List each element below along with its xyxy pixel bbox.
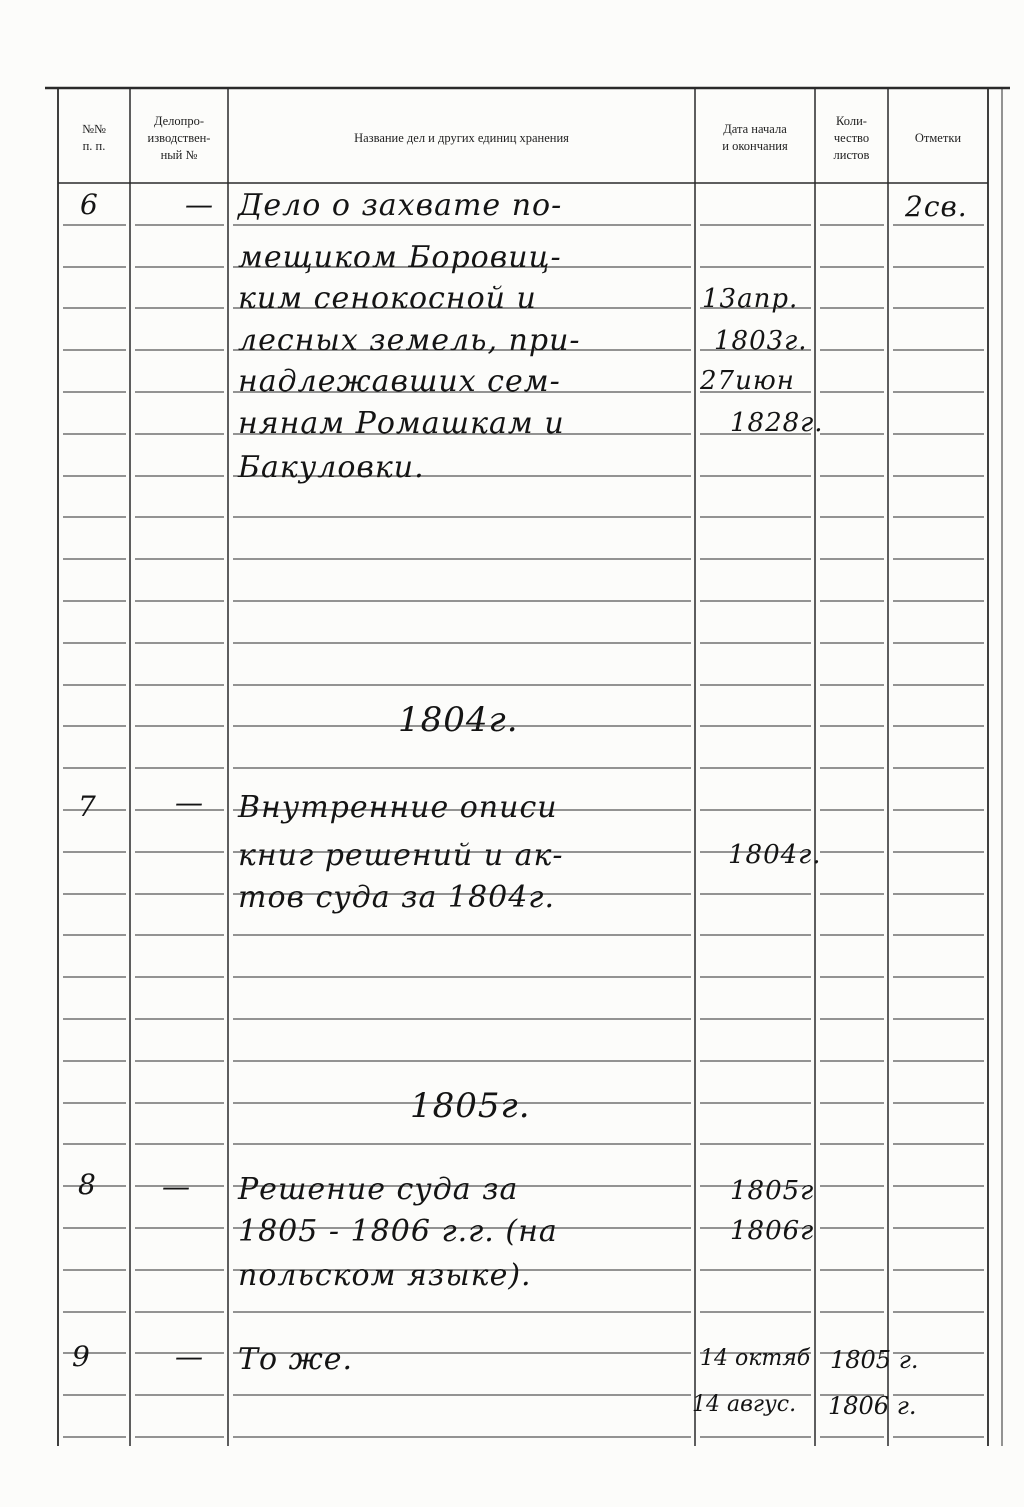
entry-8-number: 8 — [78, 1168, 97, 1201]
entry-7-date-line-1: 1804г. — [728, 840, 822, 870]
entry-7-title-line-2: книг решений и ак- — [238, 838, 564, 873]
entry-8-title-line-1: Решение суда за — [238, 1172, 519, 1207]
entry-7-office-dash: — — [175, 786, 204, 819]
entry-9-sheets-line-1: 1805 г. — [830, 1346, 919, 1374]
entry-8-date-line-2: 1806г — [730, 1216, 815, 1246]
entry-8-date-line-1: 1805г — [730, 1176, 815, 1206]
entry-7-number: 7 — [78, 790, 97, 823]
header-office-number — [130, 92, 228, 184]
year-heading-1805: 1805г. — [410, 1086, 531, 1126]
entry-9-date-line-1: 14 октяб — [700, 1346, 811, 1371]
header-title-text: Название дел и других единиц хранения — [354, 130, 569, 145]
entry-7-title-line-3: тов суда за 1804г. — [238, 880, 555, 915]
header-sheets-line3: листов — [833, 147, 870, 162]
entry-6-date-line-2: 1803г. — [714, 326, 808, 356]
header-dates — [695, 92, 815, 184]
entry-8-office-dash: — — [162, 1170, 191, 1203]
entry-6-title-line-4: лесных земель, при- — [238, 323, 581, 358]
entry-6-title-line-3: ким сенокосной и — [238, 281, 537, 316]
header-num — [58, 92, 130, 184]
header-num-line1: №№ — [82, 122, 106, 136]
entry-6-date-line-1: 13апр. — [702, 284, 799, 314]
entry-6-title-line-2: мещиком Боровиц- — [238, 240, 562, 275]
header-sheets — [815, 92, 888, 184]
entry-6-title-line-6: нянам Ромашкам и — [238, 406, 565, 441]
entry-9-office-dash: — — [175, 1340, 204, 1373]
header-sheets-line1: Коли- — [836, 113, 867, 128]
entry-6-office-dash: — — [185, 188, 214, 221]
entry-8-title-line-2: 1805 - 1806 г.г. (на — [238, 1214, 558, 1249]
header-num-line2: п. п. — [82, 139, 106, 153]
header-office-line3: ный № — [160, 147, 198, 162]
header-office-line2: изводствен- — [147, 130, 211, 145]
entry-6-number: 6 — [80, 188, 99, 221]
entry-6-title-line-1: Дело о захвате по- — [238, 188, 563, 223]
entry-6-date-line-3: 27июн — [700, 366, 795, 396]
header-dates-line2: и окончания — [722, 139, 788, 153]
header-dates-line1: Дата начала — [723, 122, 787, 136]
entry-9-sheets-line-2: 1806 г. — [828, 1392, 917, 1420]
header-notes — [888, 92, 988, 184]
header-sheets-line2: чество — [833, 130, 870, 145]
entry-9-title-line-1: То же. — [238, 1342, 353, 1377]
entry-7-title-line-1: Внутренние описи — [238, 790, 558, 825]
entry-8-title-line-3: польском языке). — [238, 1258, 532, 1293]
entry-9-number: 9 — [72, 1340, 91, 1373]
entry-6-note: 2св. — [905, 190, 968, 223]
entry-9-date-line-2: 14 авгус. — [692, 1392, 797, 1417]
header-notes-text: Отметки — [914, 130, 962, 145]
year-heading-1804: 1804г. — [398, 700, 519, 740]
entry-6-title-line-5: надлежавших сем- — [238, 364, 561, 399]
header-office-line1: Делопро- — [153, 113, 205, 128]
header-title — [228, 92, 695, 184]
entry-6-title-line-7: Бакуловки. — [238, 450, 425, 485]
entry-6-date-line-4: 1828г. — [730, 408, 824, 438]
